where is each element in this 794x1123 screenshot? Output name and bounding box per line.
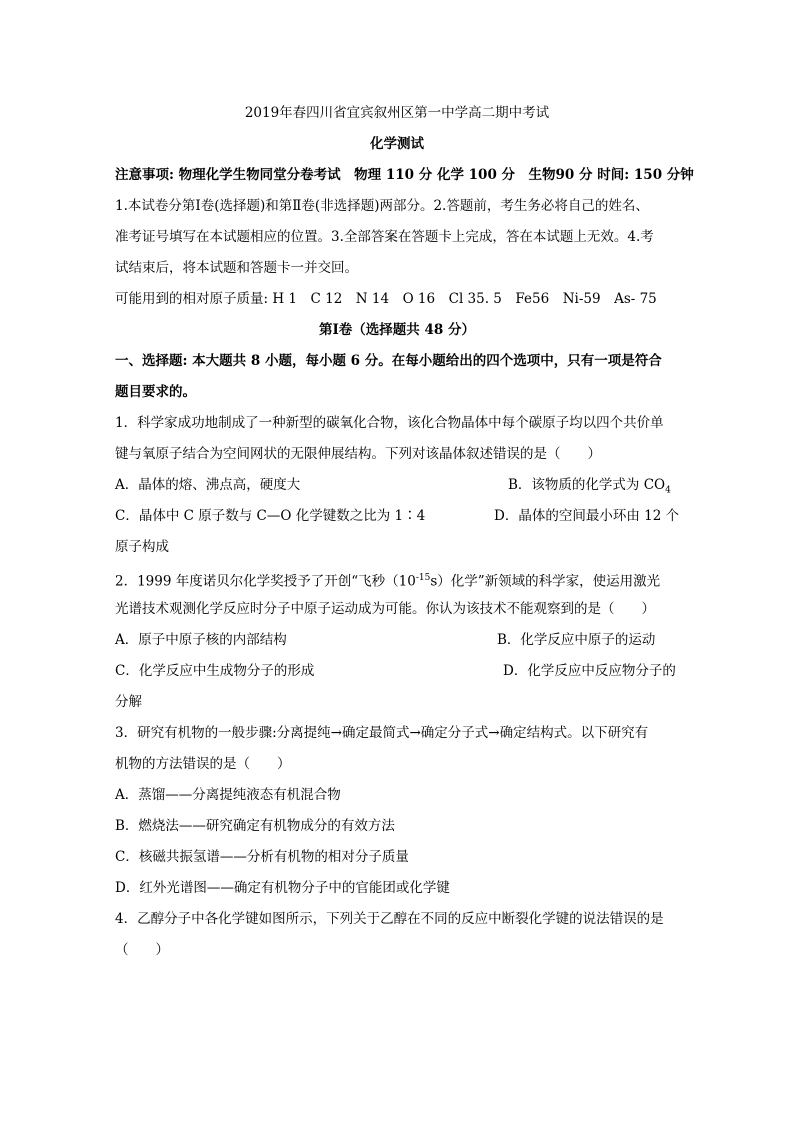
q1-option-b-text: B．该物质的化学式为 CO [508, 477, 666, 493]
q4-stem: （ ） [115, 942, 169, 958]
q2-stem-part: 2．1999 年度诺贝尔化学奖授予了开创“飞秒（10 [115, 573, 416, 590]
q1-stem: 键与氧原子结合为空间网状的无限伸展结构。下列对该晶体叙述错误的是（ ） [115, 446, 601, 462]
instruction-line: 试结束后，将本试题和答题卡一并交回。 [115, 260, 358, 276]
notice-line: 注意事项: 物理化学生物同堂分卷考试 物理 110 分 化学 100 分 生物90 分 时间: 150 分钟 [115, 167, 694, 183]
q1-option-b-subscript: 4 [665, 485, 671, 496]
section-title: 第Ⅰ卷（选择题共 48 分） [318, 322, 475, 338]
q2-option-b: B．化学反应中原子的运动 [497, 632, 656, 648]
q2-stem-part: s）化学”新领域的科学家，使运用激光 [430, 573, 661, 590]
section-heading: 题目要求的。 [115, 384, 196, 400]
q1-stem: 1．科学家成功地制成了一种新型的碳氧化合物，该化合物晶体中每个碳原子均以四个共价单 [115, 415, 664, 431]
q1-option-c: C．晶体中 C 原子数与 C—O 化学键数之比为 1∶4 [115, 508, 426, 524]
atomic-masses: 可能用到的相对原子质量: H 1 C 12 N 14 O 16 Cl 35. 5 Fe56 Ni-59 As- 75 [115, 291, 657, 307]
q2-stem-superscript: -15 [415, 573, 431, 583]
q1-option-b [508, 475, 671, 501]
q2-option-a: A．原子中原子核的内部结构 [115, 632, 287, 648]
q3-option-b: B．燃烧法——研究确定有机物成分的有效方法 [115, 818, 395, 834]
q2-option-d-cont: 分解 [115, 694, 142, 710]
q3-option-c: C．核磁共振氢谱——分析有机物的相对分子质量 [115, 849, 409, 865]
q2-option-d: D．化学反应中反应物分子的 [503, 663, 676, 679]
exam-title: 2019年春四川省宜宾叙州区第一中学高二期中考试 [244, 105, 550, 121]
q1-option-a: A．晶体的熔、沸点高，硬度大 [115, 477, 301, 493]
q3-option-a: A．蒸馏——分离提纯液态有机混合物 [115, 787, 341, 803]
section-heading: 一、选择题: 本大题共 8 小题，每小题 6 分。在每小题给出的四个选项中，只有一项是符合 [115, 353, 662, 369]
q1-option-d-cont: 原子构成 [115, 539, 169, 555]
instruction-line: 1.本试卷分第Ⅰ卷(选择题)和第Ⅱ卷(非选择题)两部分。2.答题前，考生务必将自己的姓名、 [115, 198, 649, 214]
q2-stem [115, 568, 660, 592]
q3-stem: 机物的方法错误的是（ ） [115, 756, 291, 772]
q1-option-d: D．晶体的空间最小环由 12 个 [494, 508, 680, 524]
instruction-line: 准考证号填写在本试题相应的位置。3.全部答案在答题卡上完成，答在本试题上无效。4.考 [115, 229, 654, 245]
q4-stem: 4．乙醇分子中各化学键如图所示，下列关于乙醇在不同的反应中断裂化学键的说法错误的是 [115, 911, 664, 927]
q2-option-c: C．化学反应中生成物分子的形成 [115, 663, 315, 679]
subject-title: 化学测试 [370, 136, 424, 152]
q2-stem: 光谱技术观测化学反应时分子中原子运动成为可能。你认为该技术不能观察到的是（ ） [115, 601, 655, 617]
q3-option-d: D．红外光谱图——确定有机物分子中的官能团或化学键 [115, 880, 450, 896]
q3-stem: 3．研究有机物的一般步骤:分离提纯→确定最简式→确定分子式→确定结构式。以下研究有 [115, 725, 649, 741]
